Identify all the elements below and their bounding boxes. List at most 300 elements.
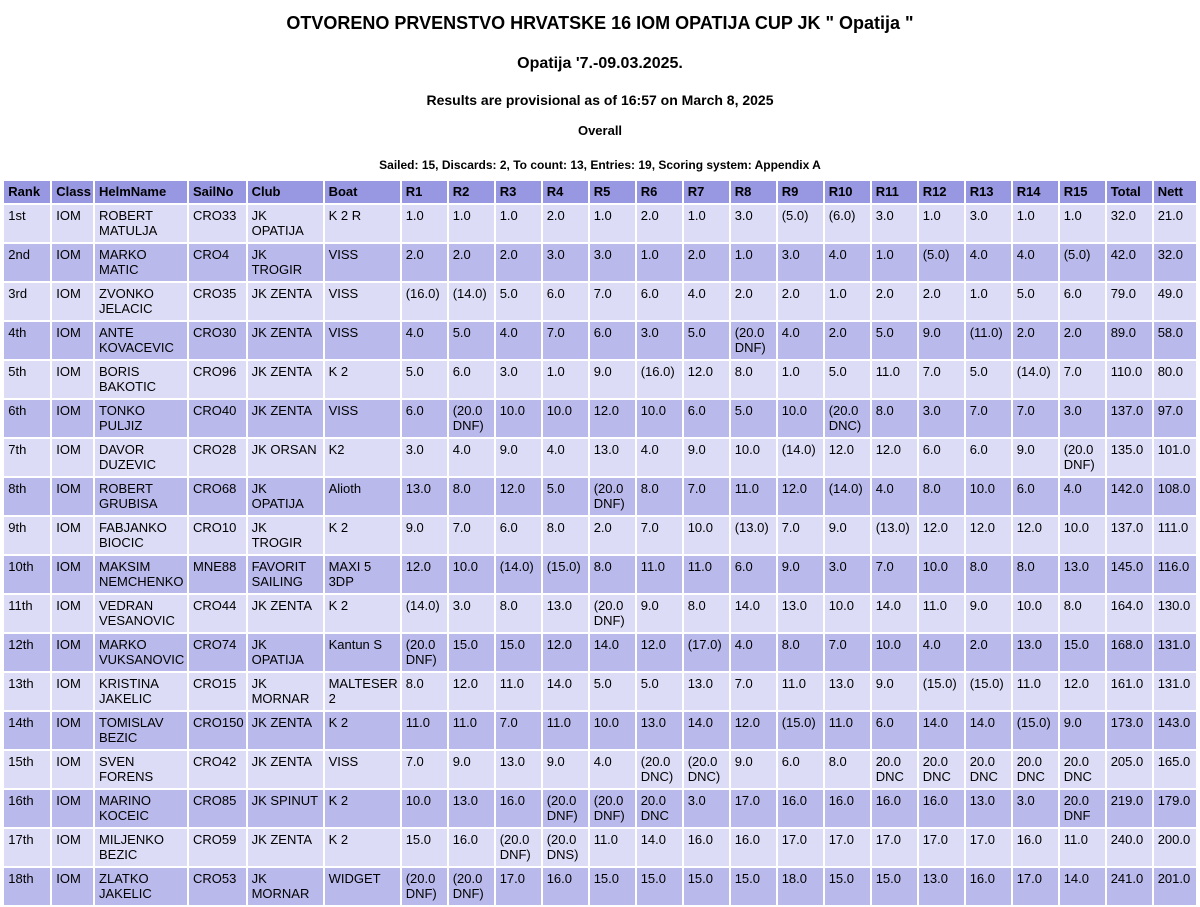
cell-r3: 3.0 [496,361,541,398]
cell-rank: 2nd [4,244,50,281]
cell-club: JK MORNAR [248,868,323,905]
cell-total: 110.0 [1107,361,1152,398]
cell-r11: 8.0 [872,400,917,437]
cell-r3: 9.0 [496,439,541,476]
cell-r4: 14.0 [543,673,588,710]
cell-r10: 9.0 [825,517,870,554]
cell-r15: 7.0 [1060,361,1105,398]
cell-rank: 11th [4,595,50,632]
cell-r4: 12.0 [543,634,588,671]
cell-sailno: CRO33 [189,205,246,242]
cell-r7: 14.0 [684,712,729,749]
cell-r8: 16.0 [731,829,776,866]
cell-r10: 5.0 [825,361,870,398]
cell-sailno: CRO10 [189,517,246,554]
cell-r14: 11.0 [1013,673,1058,710]
cell-r1: (20.0 DNF) [402,868,447,905]
cell-r1: 11.0 [402,712,447,749]
cell-r9: (15.0) [778,712,823,749]
cell-r15: 1.0 [1060,205,1105,242]
cell-r15: 10.0 [1060,517,1105,554]
cell-r10: 10.0 [825,595,870,632]
cell-r3: 1.0 [496,205,541,242]
cell-rank: 4th [4,322,50,359]
cell-r6: (20.0 DNC) [637,751,682,788]
cell-r13: (15.0) [966,673,1011,710]
cell-r10: 11.0 [825,712,870,749]
cell-r1: 1.0 [402,205,447,242]
cell-r11: 15.0 [872,868,917,905]
cell-r5: 7.0 [590,283,635,320]
cell-r7: 2.0 [684,244,729,281]
cell-r9: 8.0 [778,634,823,671]
cell-club: JK OPATIJA [248,634,323,671]
cell-r1: 6.0 [402,400,447,437]
cell-r10: 16.0 [825,790,870,827]
cell-rank: 10th [4,556,50,593]
cell-helmname: MARKO VUKSANOVIC [95,634,187,671]
cell-r1: (14.0) [402,595,447,632]
cell-rank: 15th [4,751,50,788]
cell-class: IOM [52,478,93,515]
cell-boat: WIDGET [325,868,400,905]
cell-r9: 6.0 [778,751,823,788]
cell-r2: (20.0 DNF) [449,400,494,437]
cell-total: 241.0 [1107,868,1152,905]
cell-r8: 7.0 [731,673,776,710]
cell-r2: 3.0 [449,595,494,632]
cell-r3: 15.0 [496,634,541,671]
cell-r1: 13.0 [402,478,447,515]
cell-boat: K 2 [325,829,400,866]
cell-r13: 8.0 [966,556,1011,593]
cell-total: 79.0 [1107,283,1152,320]
cell-r7: 6.0 [684,400,729,437]
cell-class: IOM [52,439,93,476]
cell-r12: 2.0 [919,283,964,320]
cell-boat: K2 [325,439,400,476]
cell-helmname: MARINO KOCEIC [95,790,187,827]
cell-helmname: DAVOR DUZEVIC [95,439,187,476]
col-header-r8: R8 [731,181,776,203]
cell-r7: 12.0 [684,361,729,398]
cell-r2: 15.0 [449,634,494,671]
cell-r4: 2.0 [543,205,588,242]
cell-boat: K 2 [325,361,400,398]
col-header-r12: R12 [919,181,964,203]
cell-r11: (13.0) [872,517,917,554]
cell-r12: (5.0) [919,244,964,281]
cell-r11: 5.0 [872,322,917,359]
cell-r15: 20.0 DNF [1060,790,1105,827]
cell-class: IOM [52,868,93,905]
cell-r12: 11.0 [919,595,964,632]
cell-r14: 16.0 [1013,829,1058,866]
cell-rank: 16th [4,790,50,827]
cell-boat: VISS [325,283,400,320]
col-header-club: Club [248,181,323,203]
cell-club: JK OPATIJA [248,478,323,515]
cell-helmname: VEDRAN VESANOVIC [95,595,187,632]
col-header-r15: R15 [1060,181,1105,203]
cell-r7: 13.0 [684,673,729,710]
cell-r6: 10.0 [637,400,682,437]
cell-r12: 7.0 [919,361,964,398]
table-row [4,517,1195,554]
cell-r12: 8.0 [919,478,964,515]
cell-r5: 1.0 [590,205,635,242]
cell-club: JK ZENTA [248,400,323,437]
cell-r15: 9.0 [1060,712,1105,749]
cell-r6: 7.0 [637,517,682,554]
cell-class: IOM [52,322,93,359]
cell-sailno: CRO40 [189,400,246,437]
cell-total: 168.0 [1107,634,1152,671]
cell-sailno: CRO68 [189,478,246,515]
cell-r8: 5.0 [731,400,776,437]
cell-sailno: CRO15 [189,673,246,710]
cell-r9: 7.0 [778,517,823,554]
cell-r12: (15.0) [919,673,964,710]
cell-r14: 2.0 [1013,322,1058,359]
cell-r15: 2.0 [1060,322,1105,359]
cell-r12: 4.0 [919,634,964,671]
cell-r13: 16.0 [966,868,1011,905]
section-title: Overall [577,123,623,138]
cell-r2: 4.0 [449,439,494,476]
cell-rank: 7th [4,439,50,476]
provisional-status: Results are provisional as of 16:57 on March 8, 2025 [426,92,774,108]
cell-r14: 10.0 [1013,595,1058,632]
cell-helmname: MILJENKO BEZIC [95,829,187,866]
cell-r11: 6.0 [872,712,917,749]
col-header-r7: R7 [684,181,729,203]
cell-nett: 131.0 [1154,634,1196,671]
cell-nett: 131.0 [1154,673,1196,710]
col-header-nett: Nett [1154,181,1196,203]
cell-r6: 8.0 [637,478,682,515]
cell-nett: 130.0 [1154,595,1196,632]
cell-r9: 3.0 [778,244,823,281]
cell-r4: 8.0 [543,517,588,554]
cell-r15: 4.0 [1060,478,1105,515]
cell-r15: (5.0) [1060,244,1105,281]
cell-r11: 20.0 DNC [872,751,917,788]
cell-club: JK ZENTA [248,283,323,320]
cell-r4: (20.0 DNF) [543,790,588,827]
cell-r13: 2.0 [966,634,1011,671]
cell-r4: 13.0 [543,595,588,632]
cell-class: IOM [52,673,93,710]
cell-r3: 12.0 [496,478,541,515]
cell-class: IOM [52,517,93,554]
results-table [2,179,1197,907]
table-row [4,400,1195,437]
cell-sailno: MNE88 [189,556,246,593]
cell-r14: 5.0 [1013,283,1058,320]
cell-r4: 10.0 [543,400,588,437]
cell-r13: 4.0 [966,244,1011,281]
cell-class: IOM [52,712,93,749]
cell-r6: 5.0 [637,673,682,710]
cell-r14: 17.0 [1013,868,1058,905]
cell-total: 137.0 [1107,517,1152,554]
cell-r7: (17.0) [684,634,729,671]
table-row [4,361,1195,398]
cell-rank: 6th [4,400,50,437]
cell-boat: VISS [325,244,400,281]
cell-r4: 16.0 [543,868,588,905]
cell-boat: K 2 [325,712,400,749]
cell-class: IOM [52,829,93,866]
cell-r13: 5.0 [966,361,1011,398]
cell-r8: (20.0 DNF) [731,322,776,359]
cell-r14: 7.0 [1013,400,1058,437]
cell-r6: 2.0 [637,205,682,242]
cell-sailno: CRO74 [189,634,246,671]
cell-club: JK ZENTA [248,712,323,749]
cell-r15: 12.0 [1060,673,1105,710]
cell-r5: 15.0 [590,868,635,905]
cell-r8: 15.0 [731,868,776,905]
table-row [4,790,1195,827]
cell-nett: 58.0 [1154,322,1196,359]
cell-r9: 16.0 [778,790,823,827]
cell-r13: 6.0 [966,439,1011,476]
cell-r6: (16.0) [637,361,682,398]
cell-r2: 9.0 [449,751,494,788]
cell-r14: 8.0 [1013,556,1058,593]
cell-r12: 9.0 [919,322,964,359]
cell-r4: 1.0 [543,361,588,398]
cell-r9: 17.0 [778,829,823,866]
cell-r14: 9.0 [1013,439,1058,476]
cell-r3: 7.0 [496,712,541,749]
cell-r2: 10.0 [449,556,494,593]
cell-r5: (20.0 DNF) [590,790,635,827]
cell-r10: (20.0 DNC) [825,400,870,437]
cell-r8: (13.0) [731,517,776,554]
cell-r8: 12.0 [731,712,776,749]
cell-r7: 10.0 [684,517,729,554]
cell-r15: 11.0 [1060,829,1105,866]
cell-total: 89.0 [1107,322,1152,359]
cell-club: JK ZENTA [248,361,323,398]
table-row [4,634,1195,671]
cell-sailno: CRO35 [189,283,246,320]
cell-r7: 5.0 [684,322,729,359]
cell-club: JK MORNAR [248,673,323,710]
cell-club: JK ZENTA [248,751,323,788]
cell-nett: 108.0 [1154,478,1196,515]
cell-r4: 5.0 [543,478,588,515]
cell-nett: 80.0 [1154,361,1196,398]
cell-r5: 13.0 [590,439,635,476]
cell-nett: 49.0 [1154,283,1196,320]
cell-boat: VISS [325,400,400,437]
col-header-r5: R5 [590,181,635,203]
col-header-r11: R11 [872,181,917,203]
cell-r7: 4.0 [684,283,729,320]
cell-total: 137.0 [1107,400,1152,437]
cell-r8: 14.0 [731,595,776,632]
cell-helmname: ANTE KOVACEVIC [95,322,187,359]
cell-r9: 4.0 [778,322,823,359]
cell-nett: 116.0 [1154,556,1196,593]
cell-total: 240.0 [1107,829,1152,866]
cell-helmname: MAKSIM NEMCHENKO [95,556,187,593]
event-date: Opatija '7.-09.03.2025. [517,55,683,72]
cell-r6: 9.0 [637,595,682,632]
table-row [4,322,1195,359]
cell-nett: 165.0 [1154,751,1196,788]
cell-club: JK SPINUT [248,790,323,827]
cell-nett: 179.0 [1154,790,1196,827]
cell-class: IOM [52,400,93,437]
col-header-r14: R14 [1013,181,1058,203]
cell-r9: 10.0 [778,400,823,437]
cell-r3: 13.0 [496,751,541,788]
cell-r1: 15.0 [402,829,447,866]
cell-r5: 3.0 [590,244,635,281]
cell-sailno: CRO30 [189,322,246,359]
cell-nett: 101.0 [1154,439,1196,476]
cell-r2: 12.0 [449,673,494,710]
cell-r5: 6.0 [590,322,635,359]
cell-r15: 6.0 [1060,283,1105,320]
cell-club: FAVORIT SAILING [248,556,323,593]
cell-rank: 14th [4,712,50,749]
cell-r10: 1.0 [825,283,870,320]
cell-class: IOM [52,556,93,593]
cell-r6: 20.0 DNC [637,790,682,827]
table-row [4,868,1195,905]
cell-club: JK ZENTA [248,595,323,632]
cell-r8: 10.0 [731,439,776,476]
cell-r11: 12.0 [872,439,917,476]
cell-r6: 1.0 [637,244,682,281]
cell-r1: 9.0 [402,517,447,554]
cell-r2: 7.0 [449,517,494,554]
cell-r1: (20.0 DNF) [402,634,447,671]
col-header-sailno: SailNo [189,181,246,203]
col-header-rank: Rank [4,181,50,203]
cell-helmname: MARKO MATIC [95,244,187,281]
cell-r12: 13.0 [919,868,964,905]
cell-club: JK TROGIR [248,244,323,281]
cell-r7: 15.0 [684,868,729,905]
cell-nett: 143.0 [1154,712,1196,749]
cell-nett: 201.0 [1154,868,1196,905]
col-header-r2: R2 [449,181,494,203]
cell-r7: 7.0 [684,478,729,515]
cell-r10: 7.0 [825,634,870,671]
cell-class: IOM [52,751,93,788]
cell-class: IOM [52,790,93,827]
cell-r13: 1.0 [966,283,1011,320]
header-row [4,181,1195,203]
cell-r1: 5.0 [402,361,447,398]
cell-rank: 9th [4,517,50,554]
cell-rank: 8th [4,478,50,515]
cell-r15: 15.0 [1060,634,1105,671]
cell-class: IOM [52,205,93,242]
cell-r12: 12.0 [919,517,964,554]
cell-r10: 17.0 [825,829,870,866]
cell-r1: 7.0 [402,751,447,788]
cell-r15: 13.0 [1060,556,1105,593]
cell-r4: 4.0 [543,439,588,476]
table-row [4,751,1195,788]
cell-helmname: SVEN FORENS [95,751,187,788]
table-row [4,439,1195,476]
cell-r5: 10.0 [590,712,635,749]
cell-r12: 16.0 [919,790,964,827]
cell-nett: 111.0 [1154,517,1196,554]
table-row [4,205,1195,242]
cell-r3: 11.0 [496,673,541,710]
cell-r14: 1.0 [1013,205,1058,242]
cell-class: IOM [52,595,93,632]
cell-sailno: CRO96 [189,361,246,398]
cell-r9: (5.0) [778,205,823,242]
cell-helmname: KRISTINA JAKELIC [95,673,187,710]
cell-r11: 2.0 [872,283,917,320]
cell-sailno: CRO4 [189,244,246,281]
cell-r7: 11.0 [684,556,729,593]
cell-r4: (20.0 DNS) [543,829,588,866]
cell-club: JK ZENTA [248,322,323,359]
series-summary: Sailed: 15, Discards: 2, To count: 13, Entries: 19, Scoring system: Appendix A [379,158,821,172]
cell-r2: 8.0 [449,478,494,515]
cell-total: 32.0 [1107,205,1152,242]
cell-r13: 12.0 [966,517,1011,554]
cell-r5: (20.0 DNF) [590,478,635,515]
col-header-r4: R4 [543,181,588,203]
cell-rank: 13th [4,673,50,710]
cell-sailno: CRO85 [189,790,246,827]
cell-r2: (14.0) [449,283,494,320]
cell-r4: 7.0 [543,322,588,359]
cell-sailno: CRO150 [189,712,246,749]
cell-sailno: CRO42 [189,751,246,788]
table-row [4,712,1195,749]
cell-r10: 4.0 [825,244,870,281]
cell-r11: 11.0 [872,361,917,398]
cell-total: 145.0 [1107,556,1152,593]
cell-boat: MALTESER 2 [325,673,400,710]
cell-total: 42.0 [1107,244,1152,281]
cell-r3: 4.0 [496,322,541,359]
cell-r11: 10.0 [872,634,917,671]
cell-r8: 1.0 [731,244,776,281]
cell-r5: 11.0 [590,829,635,866]
cell-r13: 9.0 [966,595,1011,632]
col-header-r6: R6 [637,181,682,203]
cell-r8: 8.0 [731,361,776,398]
cell-r3: 16.0 [496,790,541,827]
cell-r14: 3.0 [1013,790,1058,827]
cell-r11: 3.0 [872,205,917,242]
cell-helmname: ROBERT MATULJA [95,205,187,242]
cell-boat: VISS [325,751,400,788]
cell-r3: 6.0 [496,517,541,554]
cell-r2: 2.0 [449,244,494,281]
cell-r10: (6.0) [825,205,870,242]
cell-sailno: CRO28 [189,439,246,476]
cell-r1: 10.0 [402,790,447,827]
col-header-r1: R1 [402,181,447,203]
